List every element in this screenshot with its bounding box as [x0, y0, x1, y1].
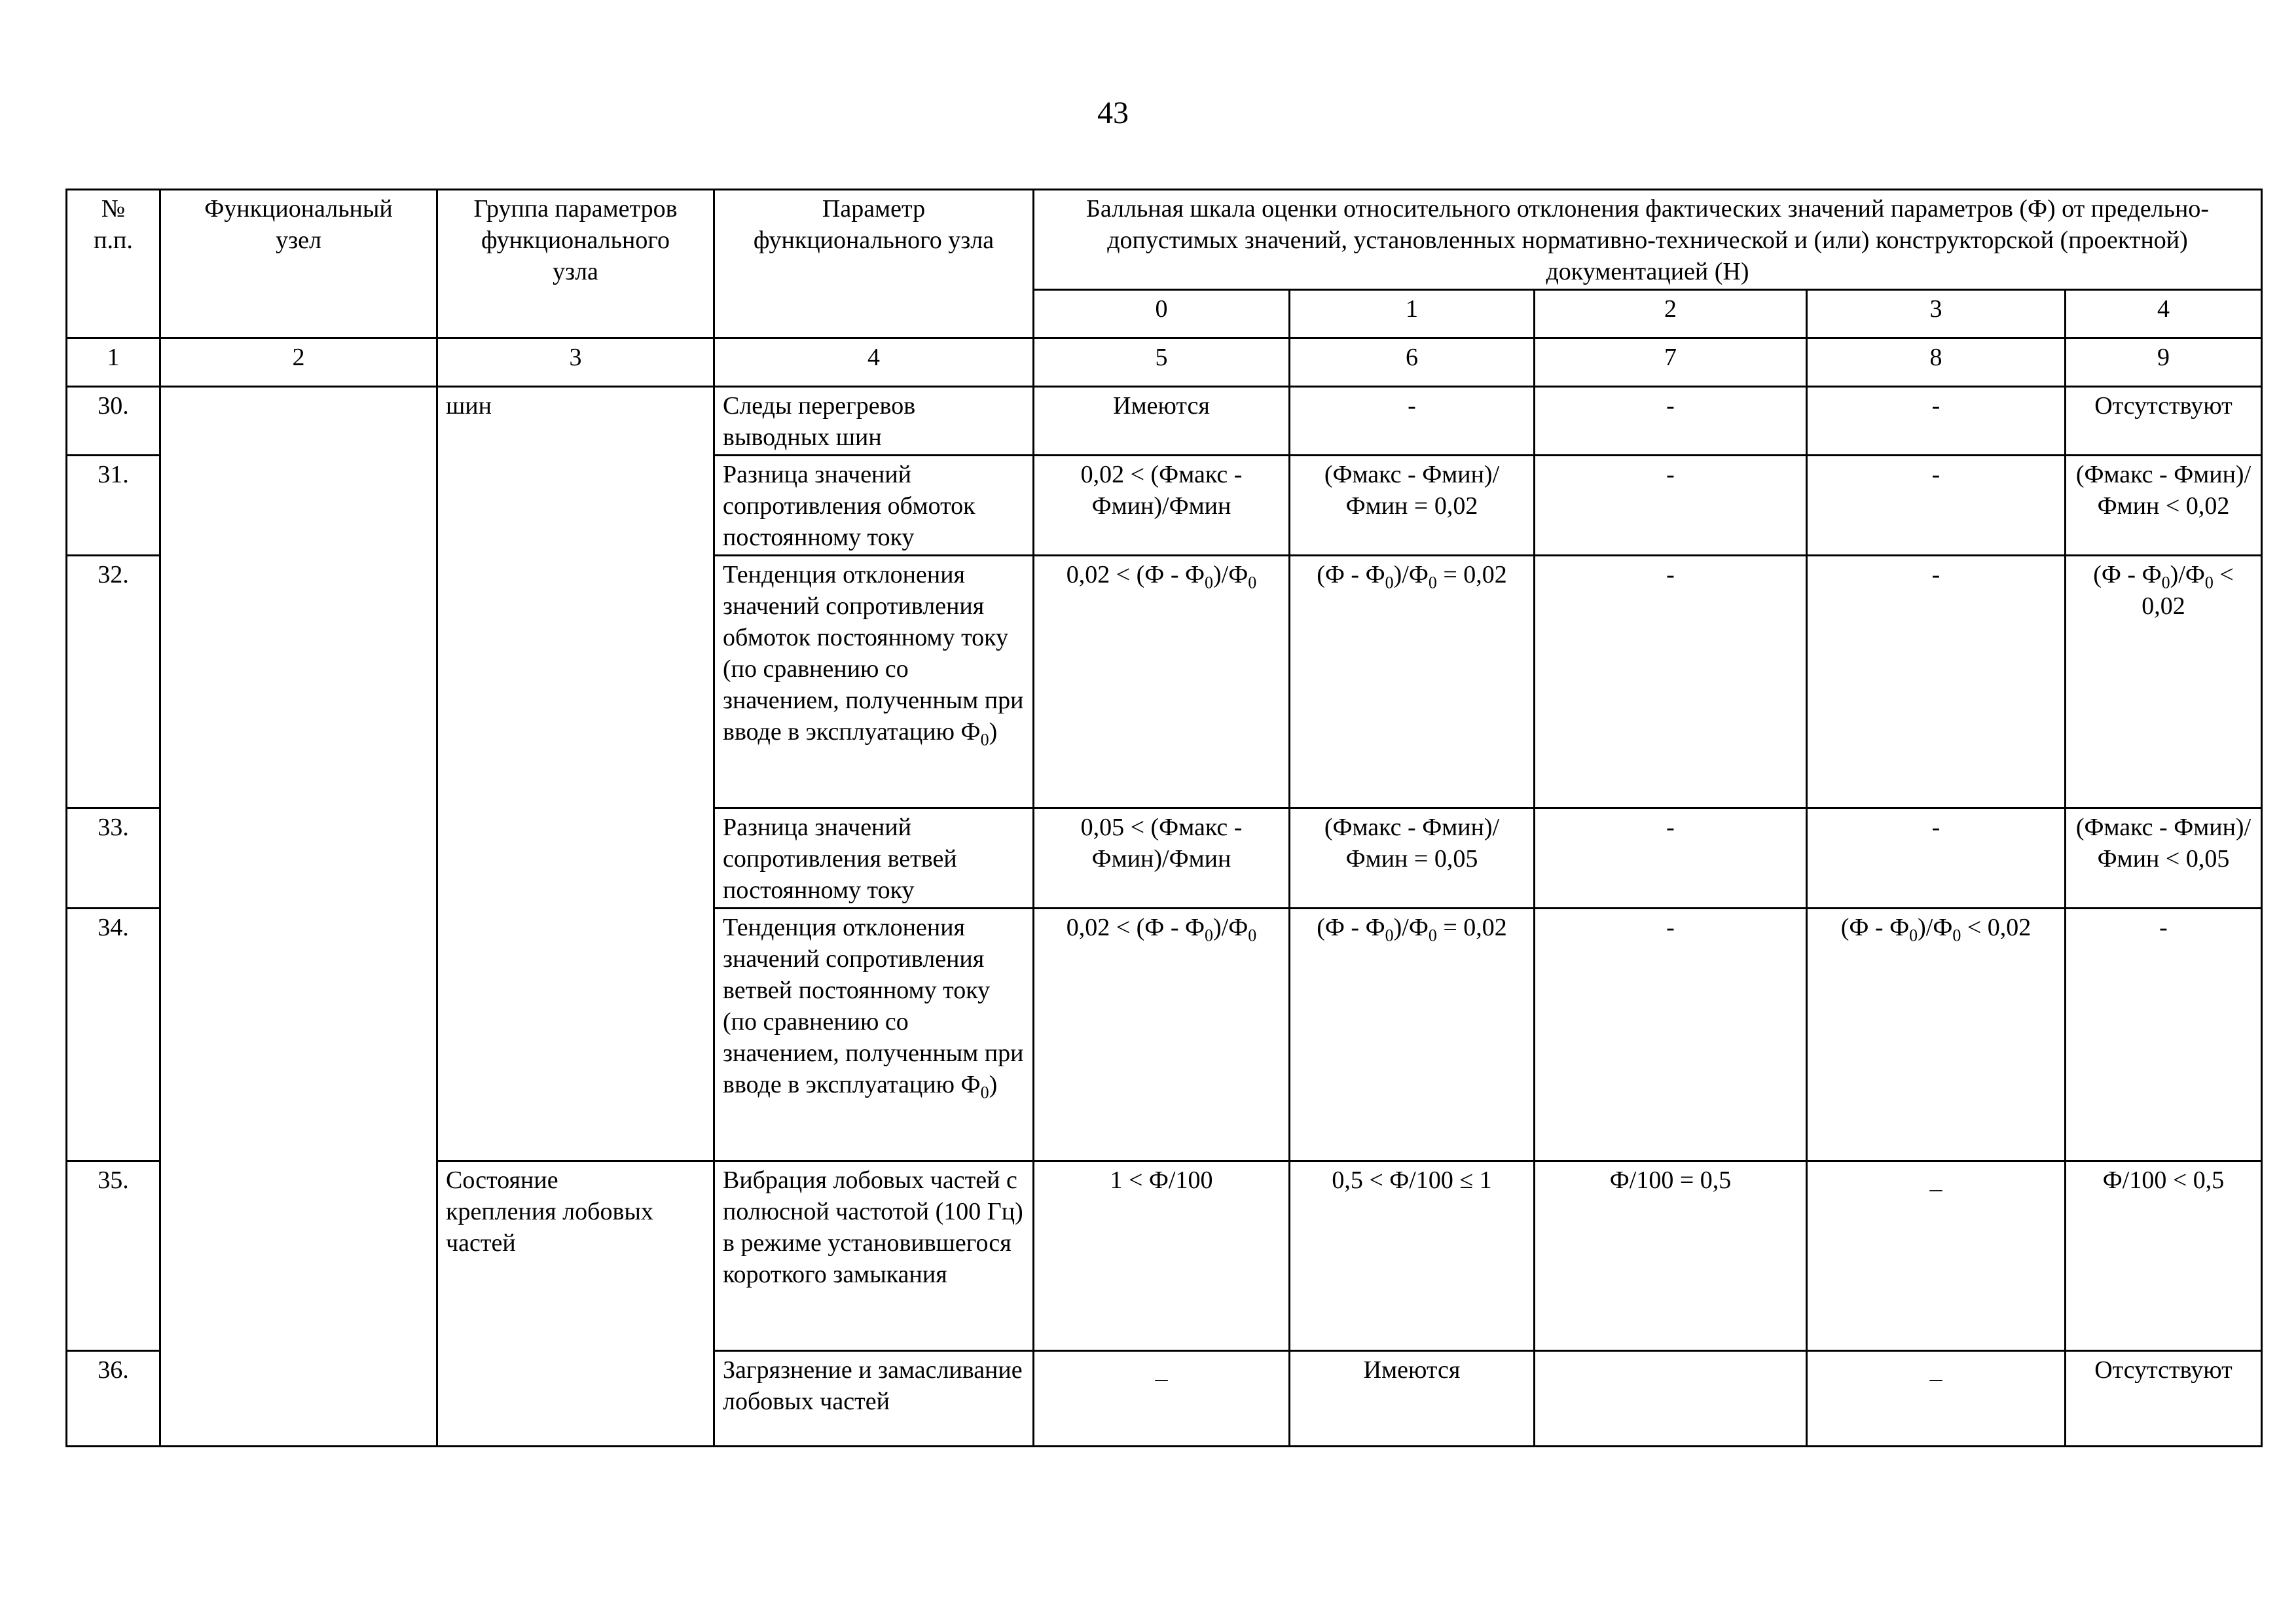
param-cell: Разница значений сопротивления ветвей постоянному току — [714, 808, 1034, 909]
score3-cell: $(Ф - Ф_0)/Ф_0 < 0,02$ — [1807, 909, 2066, 1161]
functional-node-cell — [160, 387, 437, 1447]
score1-cell: 0,5 < Ф/100 ≤ 1 — [1290, 1161, 1535, 1351]
score1-cell: $(Ф - Ф_0)/Ф_0 = 0,02$ — [1290, 909, 1535, 1161]
score2-cell — [1535, 1351, 1807, 1447]
header-num: № п.п. — [67, 190, 160, 338]
score2-cell: - — [1535, 456, 1807, 556]
subscript-zero: 0 — [1248, 573, 1257, 592]
subscript-zero: 0 — [1909, 926, 1918, 945]
score1-cell: (Фмакс - Фмин)/Фмин = 0,05 — [1290, 808, 1535, 909]
score2-cell: - — [1535, 909, 1807, 1161]
row-num: 31. — [67, 456, 160, 556]
param-cell: Следы перегревов выводных шин — [714, 387, 1034, 456]
col-number: 6 — [1290, 338, 1535, 387]
col-number: 4 — [714, 338, 1034, 387]
subscript-zero: 0 — [1385, 926, 1394, 945]
row-num: 35. — [67, 1161, 160, 1351]
row-num: 33. — [67, 808, 160, 909]
param-cell: Вибрация лобовых частей с полюсной частотой (100 Гц) в режиме установившегося короткого замыкания — [714, 1161, 1034, 1351]
score0-cell: Имеются — [1034, 387, 1290, 456]
subscript-zero: 0 — [1205, 926, 1214, 945]
col-number: 3 — [437, 338, 714, 387]
score0-cell: $0,02 < (Ф - Ф_0)/Ф_0$ — [1034, 909, 1290, 1161]
param-text: Тенденция отклонения значений сопротивления ветвей постоянному току (по сравнению со значением, полученным при вводе в эксплуатацию Ф — [723, 914, 1024, 1098]
score3-cell: - — [1807, 808, 2066, 909]
param-text: Тенденция отклонения значений сопротивления обмоток постоянному току (по сравнению со значением, полученным при вводе в эксплуатацию Ф — [723, 561, 1024, 746]
col-number: 8 — [1807, 338, 2066, 387]
score0-cell: 0,02 < (Фмакс - Фмин)/Фмин — [1034, 456, 1290, 556]
param-text-end: ) — [989, 718, 998, 746]
score0-cell: _ — [1034, 1351, 1290, 1447]
score1-cell: (Фмакс - Фмин)/Фмин = 0,02 — [1290, 456, 1535, 556]
score3-cell: - — [1807, 556, 2066, 808]
row-num: 30. — [67, 387, 160, 456]
score1-cell: $(Ф - Ф_0)/Ф_0 = 0,02$ — [1290, 556, 1535, 808]
score-1: 1 — [1290, 290, 1535, 338]
column-numbers-row — [67, 338, 2262, 387]
score2-cell: - — [1535, 808, 1807, 909]
score3-cell: - — [1807, 456, 2066, 556]
param-cell — [714, 909, 1034, 1161]
score0-cell: $0,02 < (Ф - Ф_0)/Ф_0$ — [1034, 556, 1290, 808]
col-number: 7 — [1535, 338, 1807, 387]
group-cell: Состояние крепления лобовых частей — [437, 1161, 714, 1447]
col-number: 1 — [67, 338, 160, 387]
param-cell: Загрязнение и замасливание лобовых частей — [714, 1351, 1034, 1447]
subscript-zero: 0 — [1385, 573, 1394, 592]
col-number: 2 — [160, 338, 437, 387]
score1-cell: Имеются — [1290, 1351, 1535, 1447]
col-number: 5 — [1034, 338, 1290, 387]
score4-cell: Отсутствуют — [2066, 387, 2262, 456]
subscript-zero: 0 — [2161, 573, 2170, 592]
header-scale-title: Балльная шкала оценки относительного отклонения фактических значений параметров (Ф) от предельно-допустимых значений, установленных нормативно-технической и (или) конструкторской (проектной) документацией (Н) — [1034, 190, 2262, 290]
score-0: 0 — [1034, 290, 1290, 338]
score-3: 3 — [1807, 290, 2066, 338]
score4-cell: Отсутствуют — [2066, 1351, 2262, 1447]
subscript-zero: 0 — [2204, 573, 2214, 592]
header-param: Параметр функционального узла — [714, 190, 1034, 338]
subscript-zero: 0 — [1428, 573, 1437, 592]
score4-cell: $(Ф - Ф_0)/Ф_0 < 0,02$ — [2066, 556, 2262, 808]
param-text-end: ) — [989, 1071, 998, 1098]
param-cell: Разница значений сопротивления обмоток постоянному току — [714, 456, 1034, 556]
param-cell — [714, 556, 1034, 808]
page-number: 43 — [1097, 96, 1129, 130]
subscript-zero: 0 — [1248, 926, 1257, 945]
subscript-zero: 0 — [1205, 573, 1214, 592]
header-node: Функциональный узел — [160, 190, 437, 338]
col-number: 9 — [2066, 338, 2262, 387]
score4-cell: - — [2066, 909, 2262, 1161]
score4-cell: (Фмакс - Фмин)/Фмин < 0,05 — [2066, 808, 2262, 909]
score-2: 2 — [1535, 290, 1807, 338]
score3-cell: _ — [1807, 1161, 2066, 1351]
score3-cell: - — [1807, 387, 2066, 456]
subscript-zero: 0 — [1952, 926, 1961, 945]
score0-cell: 1 < Ф/100 — [1034, 1161, 1290, 1351]
group-cell: шин — [437, 387, 714, 1161]
table-row — [67, 387, 2262, 456]
subscript-zero: 0 — [1428, 926, 1437, 945]
score4-cell: Ф/100 < 0,5 — [2066, 1161, 2262, 1351]
score1-cell: - — [1290, 387, 1535, 456]
score2-cell: - — [1535, 556, 1807, 808]
param-subscript: 0 — [980, 1083, 989, 1102]
score0-cell: 0,05 < (Фмакс - Фмин)/Фмин — [1034, 808, 1290, 909]
param-subscript: 0 — [980, 730, 989, 749]
score3-cell: _ — [1807, 1351, 2066, 1447]
header-row — [67, 190, 2262, 290]
score-4: 4 — [2066, 290, 2262, 338]
row-num: 36. — [67, 1351, 160, 1447]
row-num: 32. — [67, 556, 160, 808]
score2-cell: Ф/100 = 0,5 — [1535, 1161, 1807, 1351]
score4-cell: (Фмакс - Фмин)/Фмин < 0,02 — [2066, 456, 2262, 556]
assessment-table — [65, 189, 2263, 1447]
score2-cell: - — [1535, 387, 1807, 456]
row-num: 34. — [67, 909, 160, 1161]
header-group: Группа параметров функционального узла — [437, 190, 714, 338]
